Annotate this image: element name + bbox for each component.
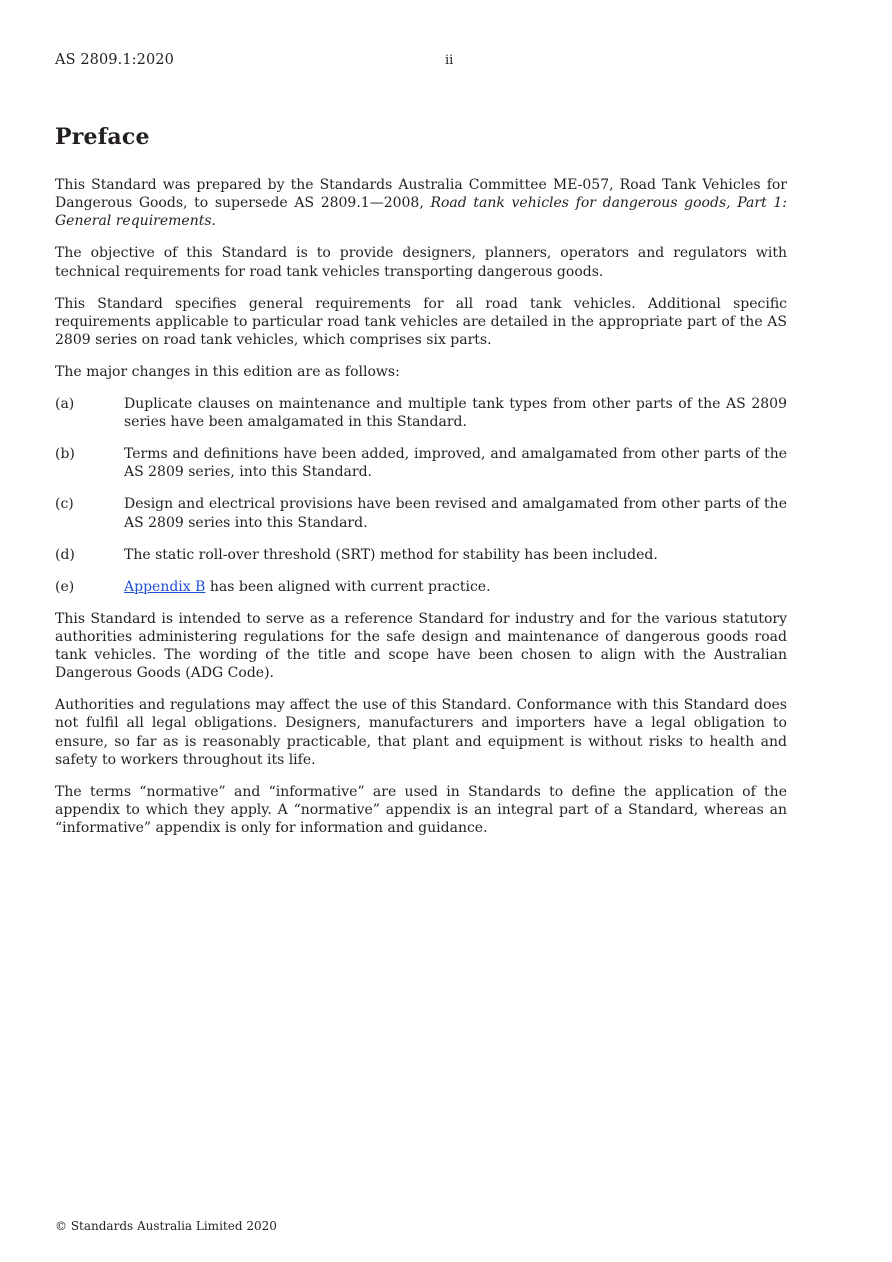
list-item xyxy=(55,395,787,431)
preface-content xyxy=(55,176,787,851)
paragraph-reference: This Standard is intended to serve as a reference Standard for industry and for the various statutory authorities administering regulations for the safe design and maintenance of dangerous goods road tank vehicles. The wording of the title and scope have been chosen to align with the Australian Dangerous Goods (ADG Code). xyxy=(55,610,787,682)
paragraph-supersede-end: . xyxy=(211,213,216,230)
list-item-text: Design and electrical provisions have been revised and amalgamated from other parts of the AS 2809 series into this Standard. xyxy=(124,496,787,531)
list-item-text: Terms and definitions have been added, improved, and amalgamated from other parts of the AS 2809 series, into this Standard. xyxy=(124,446,787,481)
paragraph-supersede xyxy=(55,176,787,231)
list-item xyxy=(55,495,787,531)
list-item xyxy=(55,578,787,596)
list-marker: (d) xyxy=(55,546,75,563)
document-id: AS 2809.1:2020 xyxy=(55,52,174,68)
list-item xyxy=(55,546,787,564)
list-marker: (c) xyxy=(55,496,74,513)
paragraph-legal: Authorities and regulations may affect the use of this Standard. Conformance with this Standard does not fulfil all legal obligations. Designers, manufacturers and importers have a legal obligation to ensure, so far as is reasonably practicable, that plant and equipment is without risks to health and safety to workers throughout its life. xyxy=(55,697,787,768)
paragraph-scope: This Standard specifies general requirements for all road tank vehicles. Additional specific requirements applicable to particular road tank vehicles are detailed in the appropriate part of the AS 2809 series on road tank vehicles, which comprises six parts. xyxy=(55,295,787,349)
list-item-text: Duplicate clauses on maintenance and multiple tank types from other parts of the AS 2809 series have been amalgamated in this Standard. xyxy=(124,396,787,431)
page-number: ii xyxy=(445,53,454,68)
list-item-text-rest: has been aligned with current practice. xyxy=(205,578,491,595)
appendix-b-link[interactable]: Appendix B xyxy=(124,578,206,595)
page-title: Preface xyxy=(55,124,150,150)
paragraph-supersede-text: This Standard was prepared by the Standards Australia Committee ME-057, Road Tank Vehicles for Dangerous Goods, to supersede AS 2809.1—2008, xyxy=(55,177,787,212)
list-marker: (b) xyxy=(55,446,75,463)
list-item-text: The static roll-over threshold (SRT) method for stability has been included. xyxy=(124,546,658,563)
list-item-text xyxy=(124,578,787,596)
paragraph-normative: The terms “normative” and “informative” are used in Standards to define the application of the appendix to which they apply. A “normative” appendix is an integral part of a Standard, whereas an “informative” appendix is only for information and guidance. xyxy=(55,783,787,837)
paragraph-changes-intro: The major changes in this edition are as follows: xyxy=(55,364,400,381)
copyright-footer: © Standards Australia Limited 2020 xyxy=(55,1219,277,1233)
paragraph-objective: The objective of this Standard is to provide designers, planners, operators and regulators with technical requirements for road tank vehicles transporting dangerous goods. xyxy=(55,245,787,280)
list-marker: (e) xyxy=(55,578,75,595)
list-marker: (a) xyxy=(55,396,75,413)
list-item xyxy=(55,445,787,481)
superseded-title: Road tank vehicles for dangerous goods, Part 1: General requirements xyxy=(55,195,787,230)
changes-list xyxy=(55,395,787,596)
